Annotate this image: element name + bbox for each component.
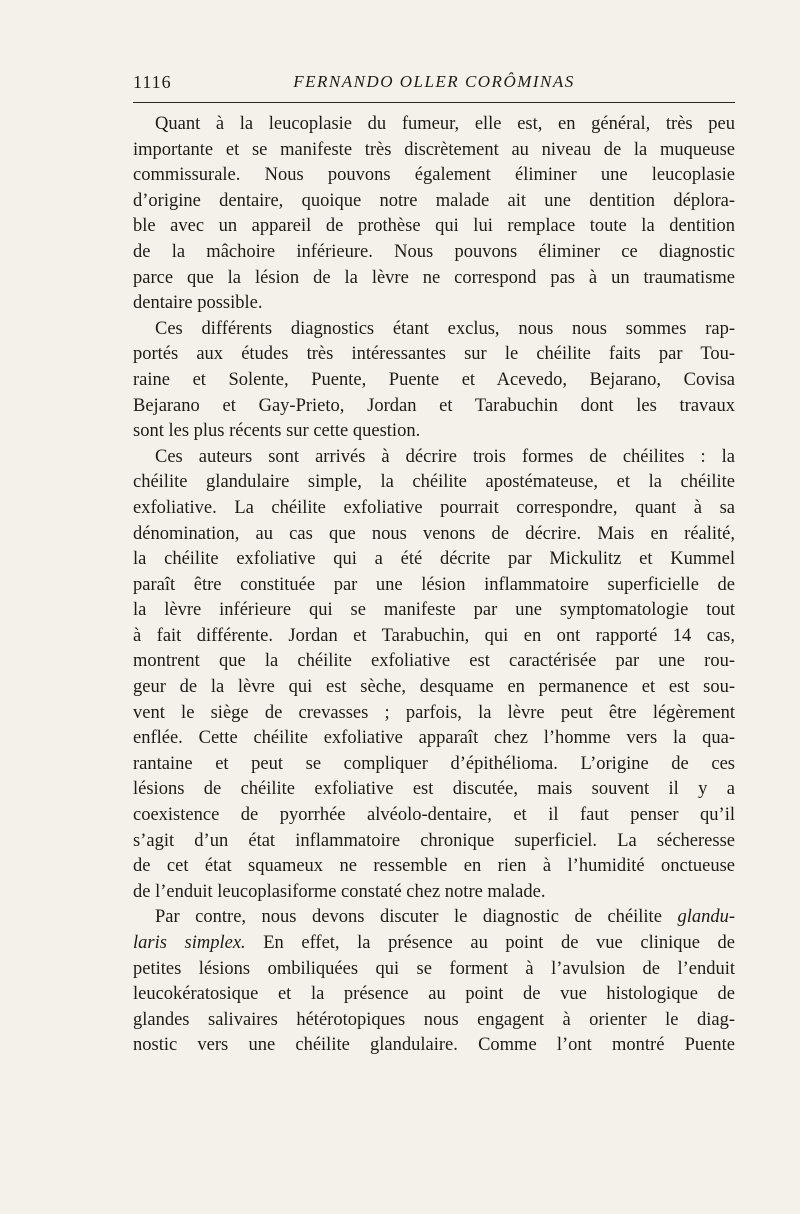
text-line: Ces différents diagnostics étant exclus, nous nous sommes rap- [155, 318, 735, 339]
text-line: d’origine dentaire, quoique notre malade ait une dentition déplora- [133, 190, 735, 211]
text-line: Bejarano et Gay-Prieto, Jordan et Tarabuchin dont les travaux [133, 395, 735, 416]
body-text [133, 112, 735, 1059]
text-line: vent le siège de crevasses ; parfois, la lèvre peut être légèrement [133, 702, 735, 723]
text-line: ble avec un appareil de prothèse qui lui remplace toute la dentition [133, 216, 735, 237]
text-line: dentaire possible. [133, 293, 263, 314]
text-line: glandes salivaires hétérotopiques nous engagent à orienter le diag- [133, 1009, 735, 1030]
page-header [133, 72, 735, 98]
paragraph [133, 905, 735, 1059]
page-number: 1116 [133, 72, 172, 92]
text-line: commissurale. Nous pouvons également éliminer une leucoplasie [133, 165, 735, 186]
text-line: nostic vers une chéilite glandulaire. Comme l’ont montré Puente [133, 1035, 735, 1056]
paragraph [133, 445, 735, 906]
text-line: importante et se manifeste très discrètement au niveau de la muqueuse [133, 139, 735, 160]
running-head: FERNANDO OLLER CORÔMINAS [293, 72, 575, 91]
text-line: portés aux études très intéressantes sur le chéilite faits par Tou- [133, 344, 735, 365]
text-fragment: Par contre, nous devons discuter le diagnostic de chéilite [155, 907, 678, 928]
text-line: Quant à la leucoplasie du fumeur, elle est, en général, très peu [155, 114, 735, 134]
text-line: de cet état squameux ne ressemble en rien à l’humidité onctueuse [133, 856, 735, 877]
text-line [133, 905, 735, 931]
paragraph [133, 317, 735, 445]
text-line: sont les plus récents sur cette question. [133, 421, 421, 442]
text-line: s’agit d’un état inflammatoire chronique superficiel. La sécheresse [133, 830, 735, 851]
text-line: de la mâchoire inférieure. Nous pouvons éliminer ce diagnostic [133, 241, 735, 262]
text-line: la lèvre inférieure qui se manifeste par une symptomatologie tout [133, 600, 735, 621]
text-line: leucokératosique et la présence au point de vue histologique de [133, 984, 735, 1005]
text-line: à fait différente. Jordan et Tarabuchin, qui en ont rapporté 14 cas, [133, 625, 735, 646]
text-line: enflée. Cette chéilite exfoliative apparaît chez l’homme vers la qua- [133, 728, 735, 749]
text-line: montrent que la chéilite exfoliative est caractérisée par une rou- [133, 651, 735, 672]
text-line: parce que la lésion de la lèvre ne correspond pas à un traumatisme [133, 267, 735, 288]
text-line: lésions de chéilite exfoliative est discutée, mais souvent il y a [133, 779, 735, 800]
text-line: Ces auteurs sont arrivés à décrire trois formes de chéilites : la [155, 446, 735, 467]
text-line: rantaine et peut se compliquer d’épithélioma. L’origine de ces [133, 753, 735, 774]
text-line [133, 931, 735, 957]
text-line: petites lésions ombiliquées qui se forment à l’avulsion de l’enduit [133, 958, 735, 979]
text-line: chéilite glandulaire simple, la chéilite apostémateuse, et la chéilite [133, 472, 735, 493]
text-line: exfoliative. La chéilite exfoliative pourrait correspondre, quant à sa [133, 497, 735, 518]
italic-fragment: glandu- [677, 907, 735, 928]
text-line: coexistence de pyorrhée alvéolo-dentaire, et il faut penser qu’il [133, 805, 735, 826]
text-line: dénomination, au cas que nous venons de décrire. Mais en réalité, [133, 523, 735, 544]
text-fragment: En effet, la présence au point de vue clinique de [245, 933, 735, 953]
italic-fragment: laris simplex. [133, 933, 246, 953]
paragraph [133, 112, 735, 317]
text-line: de l’enduit leucoplasiforme constaté chez notre malade. [133, 881, 546, 902]
text-line: geur de la lèvre qui est sèche, desquame en permanence et est sou- [133, 677, 735, 698]
text-line: raine et Solente, Puente, Puente et Acevedo, Bejarano, Covisa [133, 369, 735, 390]
header-rule [133, 102, 735, 103]
text-line: paraît être constituée par une lésion inflammatoire superficielle de [133, 574, 735, 595]
text-line: la chéilite exfoliative qui a été décrite par Mickulitz et Kummel [133, 549, 735, 570]
